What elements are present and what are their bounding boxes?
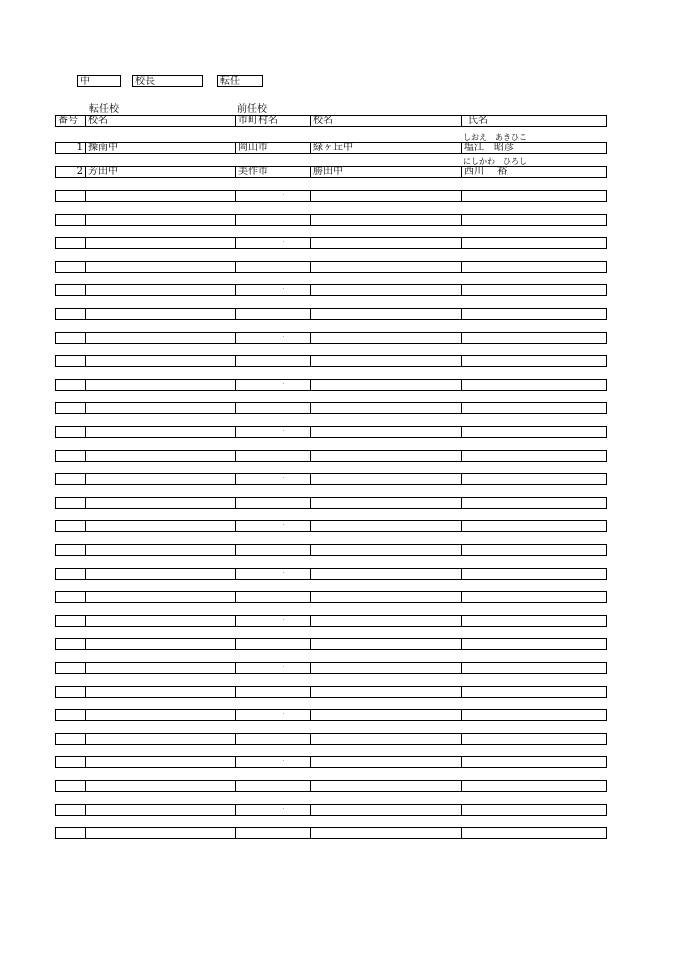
blank-table-row[interactable] [55,804,607,816]
row-number[interactable] [56,215,85,225]
row-number[interactable] [56,380,85,390]
new-school-cell[interactable] [85,309,235,319]
blank-table-row[interactable] [55,756,607,768]
prev-school-cell[interactable] [310,616,461,626]
new-school-cell[interactable] [85,215,235,225]
row-number[interactable] [56,451,85,461]
blank-table-row[interactable] [55,780,607,792]
prev-school-cell[interactable] [310,781,461,791]
stray-mark [283,336,284,337]
prev-school-cell[interactable] [310,498,461,508]
prev-school-cell[interactable] [310,238,461,248]
name-cell[interactable] [461,592,607,602]
row-number[interactable] [56,734,85,744]
col-header-new-school: 校名 [85,116,235,126]
row-number[interactable] [56,285,85,295]
municipality-cell[interactable] [235,710,310,720]
new-school-cell[interactable] [85,403,235,413]
new-school-cell[interactable] [85,734,235,744]
municipality-cell[interactable] [235,309,310,319]
municipality-cell[interactable] [235,403,310,413]
municipality-cell[interactable] [235,828,310,838]
new-school-cell[interactable] [85,663,235,673]
blank-table-row[interactable] [55,308,607,320]
new-school-cell[interactable] [85,687,235,697]
row-number[interactable] [56,262,85,272]
row-number[interactable] [56,403,85,413]
name-cell[interactable] [461,521,607,531]
row-number[interactable] [56,639,85,649]
prev-school-section-label: 前任校 [237,104,267,115]
municipality-cell[interactable] [235,238,310,248]
prev-school-cell[interactable] [310,191,461,201]
name-cell[interactable] [461,215,607,225]
row-number[interactable] [56,427,85,437]
row-number[interactable] [56,710,85,720]
municipality-cell[interactable] [235,569,310,579]
row-number[interactable] [56,757,85,767]
position-field[interactable]: 校長 [132,75,203,87]
prev-school-cell[interactable] [310,427,461,437]
row-number[interactable] [56,687,85,697]
prev-school-cell[interactable]: 緑ヶ丘中 [310,143,461,153]
prev-school-cell[interactable] [310,285,461,295]
blank-table-row[interactable] [55,568,607,580]
municipality-cell[interactable] [235,356,310,366]
prev-school-cell[interactable] [310,639,461,649]
new-school-cell[interactable] [85,380,235,390]
name-cell[interactable] [461,545,607,555]
name-cell[interactable] [461,781,607,791]
col-header-prev-school: 校名 [310,116,461,126]
prev-school-cell[interactable] [310,309,461,319]
municipality-cell[interactable] [235,333,310,343]
row-number[interactable] [56,663,85,673]
new-school-cell[interactable] [85,427,235,437]
blank-table-row[interactable] [55,638,607,650]
name-cell[interactable] [461,474,607,484]
municipality-cell[interactable] [235,734,310,744]
prev-school-cell[interactable] [310,474,461,484]
prev-school-cell[interactable] [310,380,461,390]
municipality-cell[interactable] [235,427,310,437]
stray-mark [283,383,284,384]
new-school-section-label: 転任校 [89,104,119,115]
municipality-cell[interactable] [235,639,310,649]
municipality-cell[interactable] [235,757,310,767]
col-header-municipality: 市町村名 [235,116,310,126]
new-school-cell[interactable] [85,474,235,484]
blank-table-row[interactable] [55,332,607,344]
municipality-cell[interactable] [235,285,310,295]
prev-school-cell[interactable] [310,828,461,838]
new-school-cell[interactable] [85,238,235,248]
prev-school-cell[interactable] [310,734,461,744]
row-number[interactable] [56,828,85,838]
name-cell[interactable] [461,403,607,413]
new-school-cell[interactable] [85,569,235,579]
row-number[interactable] [56,191,85,201]
blank-table-row[interactable] [55,662,607,674]
blank-table-row[interactable] [55,497,607,509]
prev-school-cell[interactable] [310,403,461,413]
name-cell[interactable] [461,805,607,815]
municipality-cell[interactable] [235,262,310,272]
row-number[interactable] [56,309,85,319]
row-number[interactable] [56,498,85,508]
municipality-cell[interactable] [235,498,310,508]
row-number[interactable] [56,616,85,626]
name-cell[interactable] [461,734,607,744]
municipality-cell[interactable]: 岡山市 [235,143,310,153]
row-number: 1 [76,143,83,153]
blank-table-row[interactable] [55,402,607,414]
stray-mark [283,477,284,478]
new-school-cell[interactable] [85,333,235,343]
municipality-cell[interactable] [235,592,310,602]
prev-school-cell[interactable] [310,687,461,697]
blank-table-row[interactable] [55,261,607,273]
municipality-cell[interactable]: 美作市 [235,167,310,177]
stray-mark [283,666,284,667]
name-cell[interactable] [461,333,607,343]
name-cell[interactable] [461,569,607,579]
row-number[interactable] [56,474,85,484]
name-cell[interactable] [461,710,607,720]
name-cell[interactable] [461,380,607,390]
blank-table-row[interactable] [55,827,607,839]
name-cell[interactable] [461,451,607,461]
table-row[interactable] [55,142,607,154]
name-cell[interactable]: 塩江 昭彦 [461,143,607,153]
col-header-name: 氏名 [461,116,607,126]
stray-mark [283,760,284,761]
table-header [55,115,607,127]
blank-table-row[interactable] [55,733,607,745]
name-kana: にしかわ ひろし [463,157,527,166]
name-cell[interactable] [461,191,607,201]
prev-school-cell[interactable] [310,569,461,579]
name-cell[interactable] [461,616,607,626]
row-number[interactable] [56,333,85,343]
name-cell[interactable] [461,828,607,838]
new-school-cell[interactable] [85,592,235,602]
municipality-cell[interactable] [235,545,310,555]
municipality-cell[interactable] [235,215,310,225]
name-cell[interactable] [461,757,607,767]
municipality-cell[interactable] [235,521,310,531]
blank-table-row[interactable] [55,473,607,485]
name-cell[interactable] [461,285,607,295]
stray-mark [283,808,284,809]
new-school-cell[interactable] [85,285,235,295]
municipality-cell[interactable] [235,805,310,815]
name-cell[interactable] [461,262,607,272]
municipality-cell[interactable] [235,781,310,791]
row-number[interactable] [56,521,85,531]
new-school-cell[interactable]: 操南中 [85,143,235,153]
stray-mark [283,524,284,525]
blank-table-row[interactable] [55,190,607,202]
blank-table-row[interactable] [55,426,607,438]
stray-mark [283,430,284,431]
municipality-cell[interactable] [235,451,310,461]
row-number[interactable] [56,356,85,366]
row-number[interactable] [56,805,85,815]
prev-school-cell[interactable]: 勝田中 [310,167,461,177]
municipality-cell[interactable] [235,191,310,201]
municipality-cell[interactable] [235,380,310,390]
name-kana: しおえ あきひこ [463,133,527,142]
new-school-cell[interactable] [85,545,235,555]
row-number[interactable] [56,238,85,248]
name-cell[interactable] [461,498,607,508]
type-field[interactable]: 転任 [217,75,263,87]
col-header-number: 番号 [58,116,78,126]
name-cell[interactable] [461,663,607,673]
row-number[interactable] [56,781,85,791]
municipality-cell[interactable] [235,474,310,484]
new-school-cell[interactable] [85,521,235,531]
new-school-cell[interactable] [85,805,235,815]
new-school-cell[interactable] [85,498,235,508]
prev-school-cell[interactable] [310,333,461,343]
stray-mark [283,713,284,714]
new-school-cell[interactable] [85,710,235,720]
name-cell[interactable] [461,639,607,649]
new-school-cell[interactable] [85,781,235,791]
blank-table-row[interactable] [55,709,607,721]
new-school-cell[interactable] [85,757,235,767]
row-number: 2 [76,167,83,177]
row-number[interactable] [56,545,85,555]
stray-mark [283,194,284,195]
prev-school-cell[interactable] [310,215,461,225]
new-school-cell[interactable] [85,262,235,272]
blank-table-row[interactable] [55,615,607,627]
new-school-cell[interactable] [85,616,235,626]
blank-table-row[interactable] [55,355,607,367]
blank-table-row[interactable] [55,591,607,603]
municipality-cell[interactable] [235,687,310,697]
prev-school-cell[interactable] [310,592,461,602]
prev-school-cell[interactable] [310,663,461,673]
name-cell[interactable] [461,238,607,248]
prev-school-cell[interactable] [310,545,461,555]
blank-table-row[interactable] [55,520,607,532]
prev-school-cell[interactable] [310,521,461,531]
name-cell[interactable] [461,687,607,697]
new-school-cell[interactable] [85,828,235,838]
prev-school-cell[interactable] [310,451,461,461]
prev-school-cell[interactable] [310,356,461,366]
new-school-cell[interactable] [85,356,235,366]
row-number[interactable] [56,592,85,602]
stray-mark [283,619,284,620]
blank-table-row[interactable] [55,450,607,462]
table-row[interactable] [55,166,607,178]
new-school-cell[interactable] [85,639,235,649]
blank-table-row[interactable] [55,379,607,391]
level-field[interactable]: 中 [77,75,121,87]
name-cell[interactable]: 西川 裕 [461,167,607,177]
name-cell[interactable] [461,309,607,319]
prev-school-cell[interactable] [310,710,461,720]
new-school-cell[interactable] [85,191,235,201]
row-number[interactable] [56,569,85,579]
blank-table-row[interactable] [55,544,607,556]
blank-table-row[interactable] [55,237,607,249]
blank-table-row[interactable] [55,214,607,226]
prev-school-cell[interactable] [310,757,461,767]
stray-mark [283,241,284,242]
stray-mark [283,288,284,289]
prev-school-cell[interactable] [310,262,461,272]
new-school-cell[interactable] [85,451,235,461]
municipality-cell[interactable] [235,616,310,626]
municipality-cell[interactable] [235,663,310,673]
blank-table-row[interactable] [55,284,607,296]
prev-school-cell[interactable] [310,805,461,815]
stray-mark [283,572,284,573]
blank-table-row[interactable] [55,686,607,698]
new-school-cell[interactable]: 芳田中 [85,167,235,177]
name-cell[interactable] [461,427,607,437]
name-cell[interactable] [461,356,607,366]
